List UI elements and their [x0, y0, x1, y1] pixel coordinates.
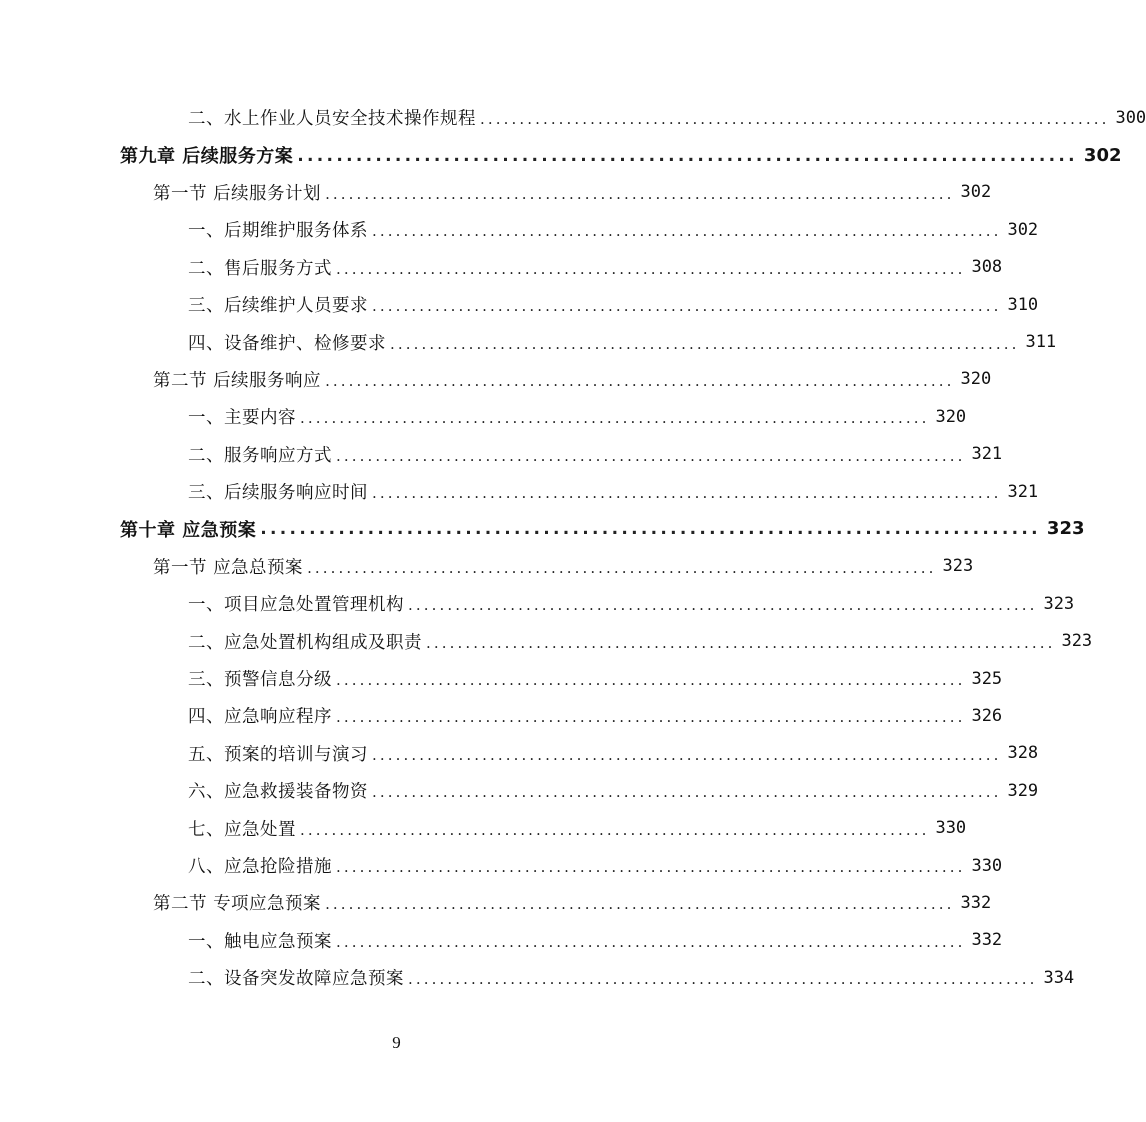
- dot-leader: ................................................................................: [372, 222, 1002, 241]
- dot-leader: ................................................................................: [426, 633, 1056, 652]
- toc-page-number: 325: [971, 668, 1003, 689]
- toc-item-row[interactable]: [0, 922, 1003, 959]
- toc-entry-title: 第十章 应急预案: [120, 519, 257, 541]
- toc-entry-title: 五、预案的培训与演习: [188, 744, 368, 765]
- toc-item-row[interactable]: [0, 249, 1003, 286]
- toc-entry-title: 二、应急处置机构组成及职责: [188, 632, 422, 653]
- toc-page-number: 323: [1043, 593, 1075, 614]
- toc-entry-title: 二、服务响应方式: [188, 445, 332, 466]
- dot-leader: ................................................................................: [336, 932, 966, 951]
- dot-leader: ................................................................................: [297, 145, 1078, 166]
- dot-leader: ................................................................................: [336, 671, 966, 690]
- toc-page-number: 323: [1061, 631, 1093, 652]
- toc-item-row[interactable]: [0, 436, 1003, 473]
- dot-leader: ................................................................................: [325, 371, 955, 390]
- toc-entry-title: 八、应急抢险措施: [188, 857, 332, 877]
- toc-item-row[interactable]: [0, 585, 1075, 622]
- toc-item-row[interactable]: [0, 959, 1075, 996]
- toc-section-row[interactable]: [0, 884, 992, 921]
- toc-entry-title: 四、应急响应程序: [188, 707, 332, 728]
- dot-leader: ................................................................................: [408, 970, 1038, 989]
- dot-leader: ................................................................................: [336, 446, 966, 465]
- table-of-contents: [0, 99, 1146, 996]
- toc-entry-title: 一、触电应急预案: [188, 931, 332, 952]
- dot-leader: ................................................................................: [390, 334, 1020, 353]
- toc-chapter-row[interactable]: [0, 510, 1085, 547]
- toc-section-row[interactable]: [0, 548, 974, 585]
- toc-item-row[interactable]: [0, 211, 1039, 248]
- toc-page-number: 323: [942, 556, 974, 577]
- toc-entry-title: 六、应急救援装备物资: [188, 782, 368, 803]
- toc-item-row[interactable]: [0, 847, 1003, 884]
- toc-entry-title: 二、设备突发故障应急预案: [188, 969, 404, 990]
- toc-page-number: 311: [1025, 332, 1057, 353]
- dot-leader: ................................................................................: [307, 558, 937, 577]
- dot-leader: ................................................................................: [325, 184, 955, 203]
- toc-page-number: 328: [1007, 743, 1039, 764]
- toc-page-number: 302: [1083, 144, 1122, 166]
- toc-entry-title: 第二节 后续服务响应: [153, 370, 322, 391]
- toc-page-number: 300: [1115, 107, 1146, 128]
- toc-entry-title: 三、后续维护人员要求: [188, 296, 368, 317]
- toc-page-number: 302: [1007, 219, 1039, 240]
- toc-page-number: 334: [1043, 967, 1075, 988]
- toc-page-number: 320: [960, 369, 992, 390]
- page-number: 9: [392, 1033, 401, 1052]
- toc-entry-title: 四、设备维护、检修要求: [188, 333, 386, 354]
- dot-leader: ................................................................................: [260, 519, 1041, 540]
- toc-entry-title: 三、预警信息分级: [188, 670, 332, 691]
- toc-section-row[interactable]: [0, 361, 992, 398]
- toc-item-row[interactable]: [0, 772, 1039, 809]
- toc-item-row[interactable]: [0, 99, 1146, 136]
- dot-leader: ................................................................................: [336, 708, 966, 727]
- toc-page-number: 330: [935, 818, 967, 839]
- dot-leader: ................................................................................: [300, 409, 930, 428]
- toc-page-number: 330: [971, 855, 1003, 876]
- toc-page-number: 326: [971, 705, 1003, 726]
- toc-item-row[interactable]: [0, 660, 1003, 697]
- toc-item-row[interactable]: [0, 735, 1039, 772]
- toc-page-number: 332: [971, 930, 1003, 951]
- dot-leader: ................................................................................: [372, 297, 1002, 316]
- toc-entry-title: 七、应急处置: [188, 819, 296, 840]
- toc-entry-title: 三、后续服务响应时间: [188, 483, 368, 504]
- toc-page-number: 310: [1007, 294, 1039, 315]
- toc-item-row[interactable]: [0, 809, 967, 846]
- toc-page-number: 329: [1007, 780, 1039, 801]
- toc-chapter-row[interactable]: [0, 136, 1122, 173]
- toc-item-row[interactable]: [0, 398, 967, 435]
- dot-leader: ................................................................................: [336, 259, 966, 278]
- toc-entry-title: 第九章 后续服务方案: [120, 146, 294, 168]
- toc-entry-title: 二、水上作业人员安全技术操作规程: [188, 109, 476, 130]
- dot-leader: ................................................................................: [372, 783, 1002, 802]
- dot-leader: ................................................................................: [336, 858, 966, 876]
- toc-entry-title: 一、主要内容: [188, 408, 296, 429]
- dot-leader: ................................................................................: [372, 745, 1002, 764]
- toc-page-number: 332: [960, 892, 992, 913]
- toc-page-number: 302: [960, 182, 992, 203]
- dot-leader: ................................................................................: [325, 895, 955, 914]
- toc-page-number: 321: [1007, 481, 1039, 502]
- dot-leader: ................................................................................: [480, 110, 1110, 129]
- toc-entry-title: 第一节 应急总预案: [153, 557, 304, 578]
- toc-item-row[interactable]: [0, 622, 1093, 659]
- toc-section-row[interactable]: [0, 174, 992, 211]
- toc-entry-title: 一、项目应急处置管理机构: [188, 595, 404, 616]
- dot-leader: ................................................................................: [300, 820, 930, 839]
- dot-leader: ................................................................................: [408, 596, 1038, 615]
- toc-page-number: 320: [935, 406, 967, 427]
- toc-entry-title: 一、后期维护服务体系: [188, 221, 368, 242]
- toc-item-row[interactable]: [0, 697, 1003, 734]
- toc-page-number: 321: [971, 444, 1003, 465]
- dot-leader: ................................................................................: [372, 484, 1002, 503]
- toc-entry-title: 第一节 后续服务计划: [153, 183, 322, 204]
- toc-page-number: 323: [1046, 518, 1085, 540]
- toc-item-row[interactable]: [0, 473, 1039, 510]
- toc-entry-title: 第二节 专项应急预案: [153, 894, 322, 915]
- toc-item-row[interactable]: [0, 286, 1039, 323]
- toc-entry-title: 二、售后服务方式: [188, 258, 332, 279]
- toc-item-row[interactable]: [0, 323, 1057, 360]
- toc-page-number: 308: [971, 257, 1003, 278]
